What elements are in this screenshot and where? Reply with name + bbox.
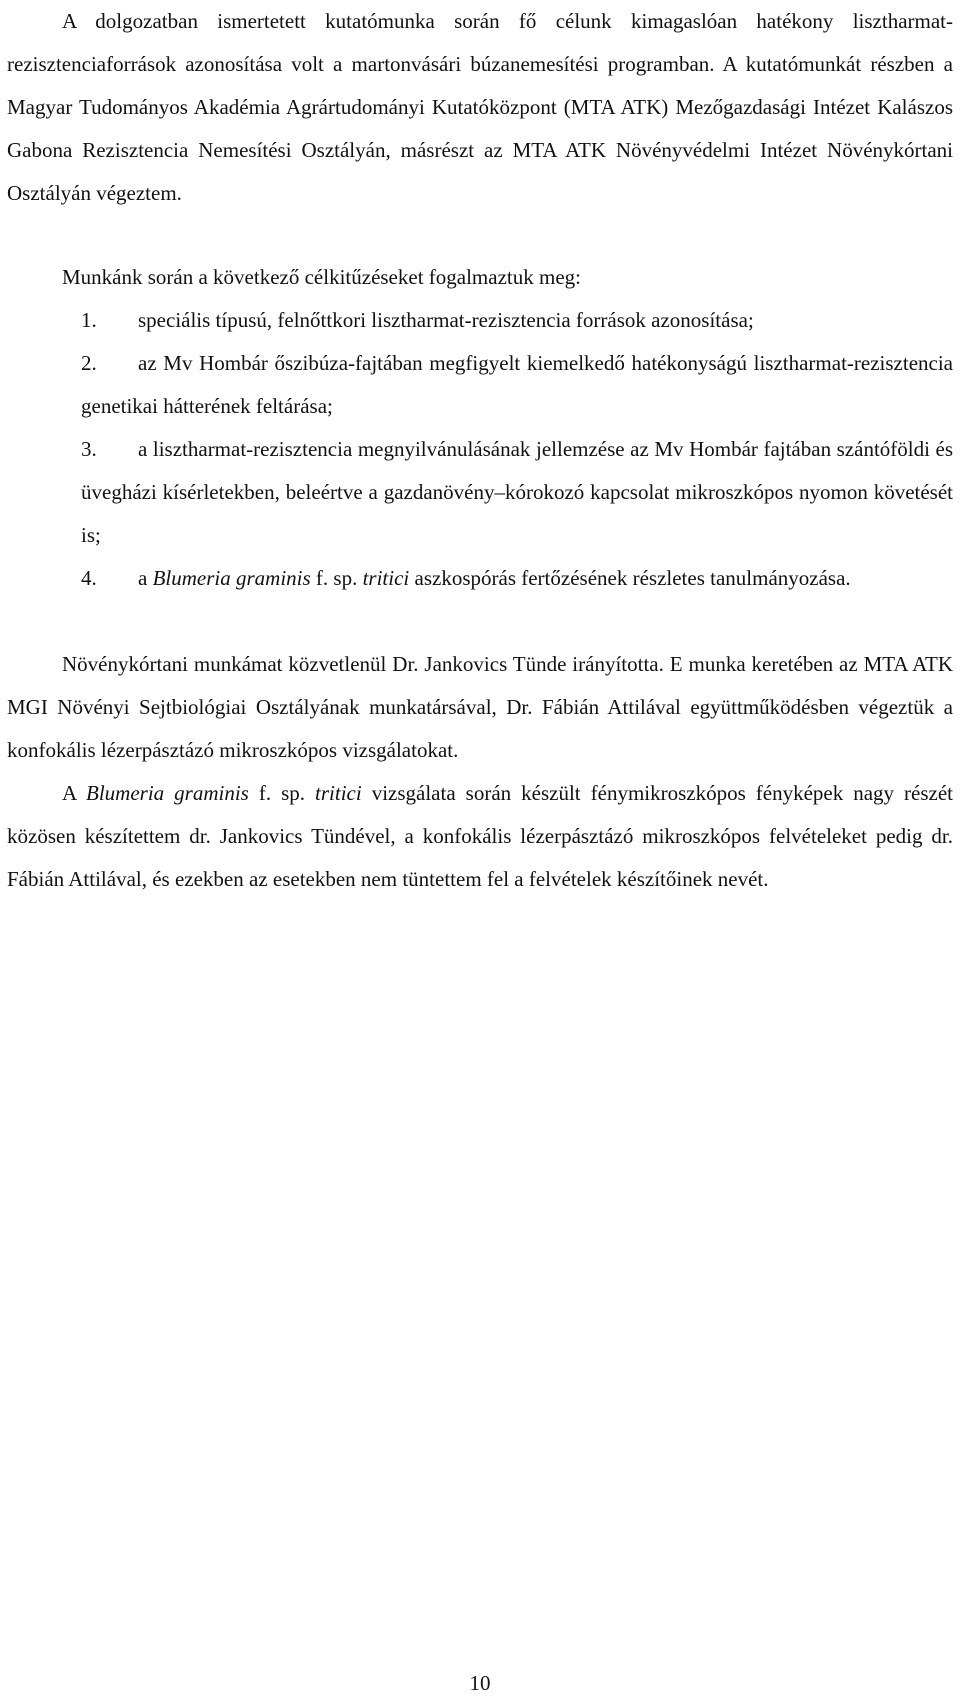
page-number: 10 [469, 1671, 491, 1695]
goal-text-pre: a [138, 566, 153, 590]
goal-number: 1. [81, 308, 97, 332]
goal-text: a lisztharmat-rezisztencia megnyilvánulásának jellemzése az Mv Hombár fajtában szántóföldi és üvegházi kísérletekben, beleértve a gazdanövény–kórokozó kapcsolat mikroszkópos nyomon követését is; [81, 437, 953, 547]
goal-number: 4. [81, 566, 97, 590]
goal-item [7, 342, 953, 428]
goal-text-species: Blumeria graminis [152, 566, 311, 590]
goal-number: 3. [81, 437, 97, 461]
goal-text: speciális típusú, felnőttkori lisztharmat-rezisztencia források azonosítása; [138, 308, 754, 332]
paragraph-imaging-forma: tritici [315, 781, 362, 805]
goal-text: az Mv Hombár őszibúza-fajtában megfigyelt kiemelkedő hatékonyságú lisztharmat-rezisztencia genetikai hátterének feltárása; [81, 351, 953, 418]
goal-item [7, 299, 953, 342]
goal-text-post: aszkospórás fertőzésének részletes tanulmányozása. [409, 566, 851, 590]
goal-text-mid: f. sp. [310, 566, 363, 590]
paragraph-supervision: Növénykórtani munkámat közvetlenül Dr. Jankovics Tünde irányította. E munka keretében az MTA ATK MGI Növényi Sejtbiológiai Osztályának munkatársával, Dr. Fábián Attilával együttműködésben végeztük a konfokális lézerpásztázó mikroszkópos vizsgálatokat. [7, 652, 953, 762]
paragraph-imaging-species: Blumeria graminis [86, 781, 249, 805]
paragraph-imaging-pre: A [62, 781, 87, 805]
paragraph-imaging-post: vizsgálata során készült fénymikroszkópos fényképek nagy részét közösen készítettem dr. Jankovics Tündével, a konfokális lézerpásztázó mikroszkópos felvételeket pedig dr. Fábián Attilával, és ezekben az esetekben nem tüntettem fel a felvételek készítőinek nevét. [7, 781, 954, 891]
paragraph-imaging-mid: f. sp. [248, 781, 316, 805]
paragraph-imaging [7, 772, 953, 901]
goal-item [7, 428, 953, 557]
document-page [7, 0, 953, 901]
goals-list [7, 299, 953, 600]
goal-text-forma: tritici [362, 566, 410, 590]
goal-number: 2. [81, 351, 97, 375]
paragraph-research-aim: A dolgozatban ismertetett kutatómunka során fő célunk kimagaslóan hatékony lisztharmat-rezisztenciaforrások azonosítása volt a martonvásári búzanemesítési programban. A kutatómunkát részben a Magyar Tudományos Akadémia Agrártudományi Kutatóközpont (MTA ATK) Mezőgazdasági Intézet Kalászos Gabona Rezisztencia Nemesítési Osztályán, másrészt az MTA ATK Növényvédelmi Intézet Növénykórtani Osztályán végeztem. [7, 9, 953, 205]
goal-item [7, 557, 953, 600]
goals-intro: Munkánk során a következő célkitűzéseket fogalmaztuk meg: [62, 265, 581, 289]
